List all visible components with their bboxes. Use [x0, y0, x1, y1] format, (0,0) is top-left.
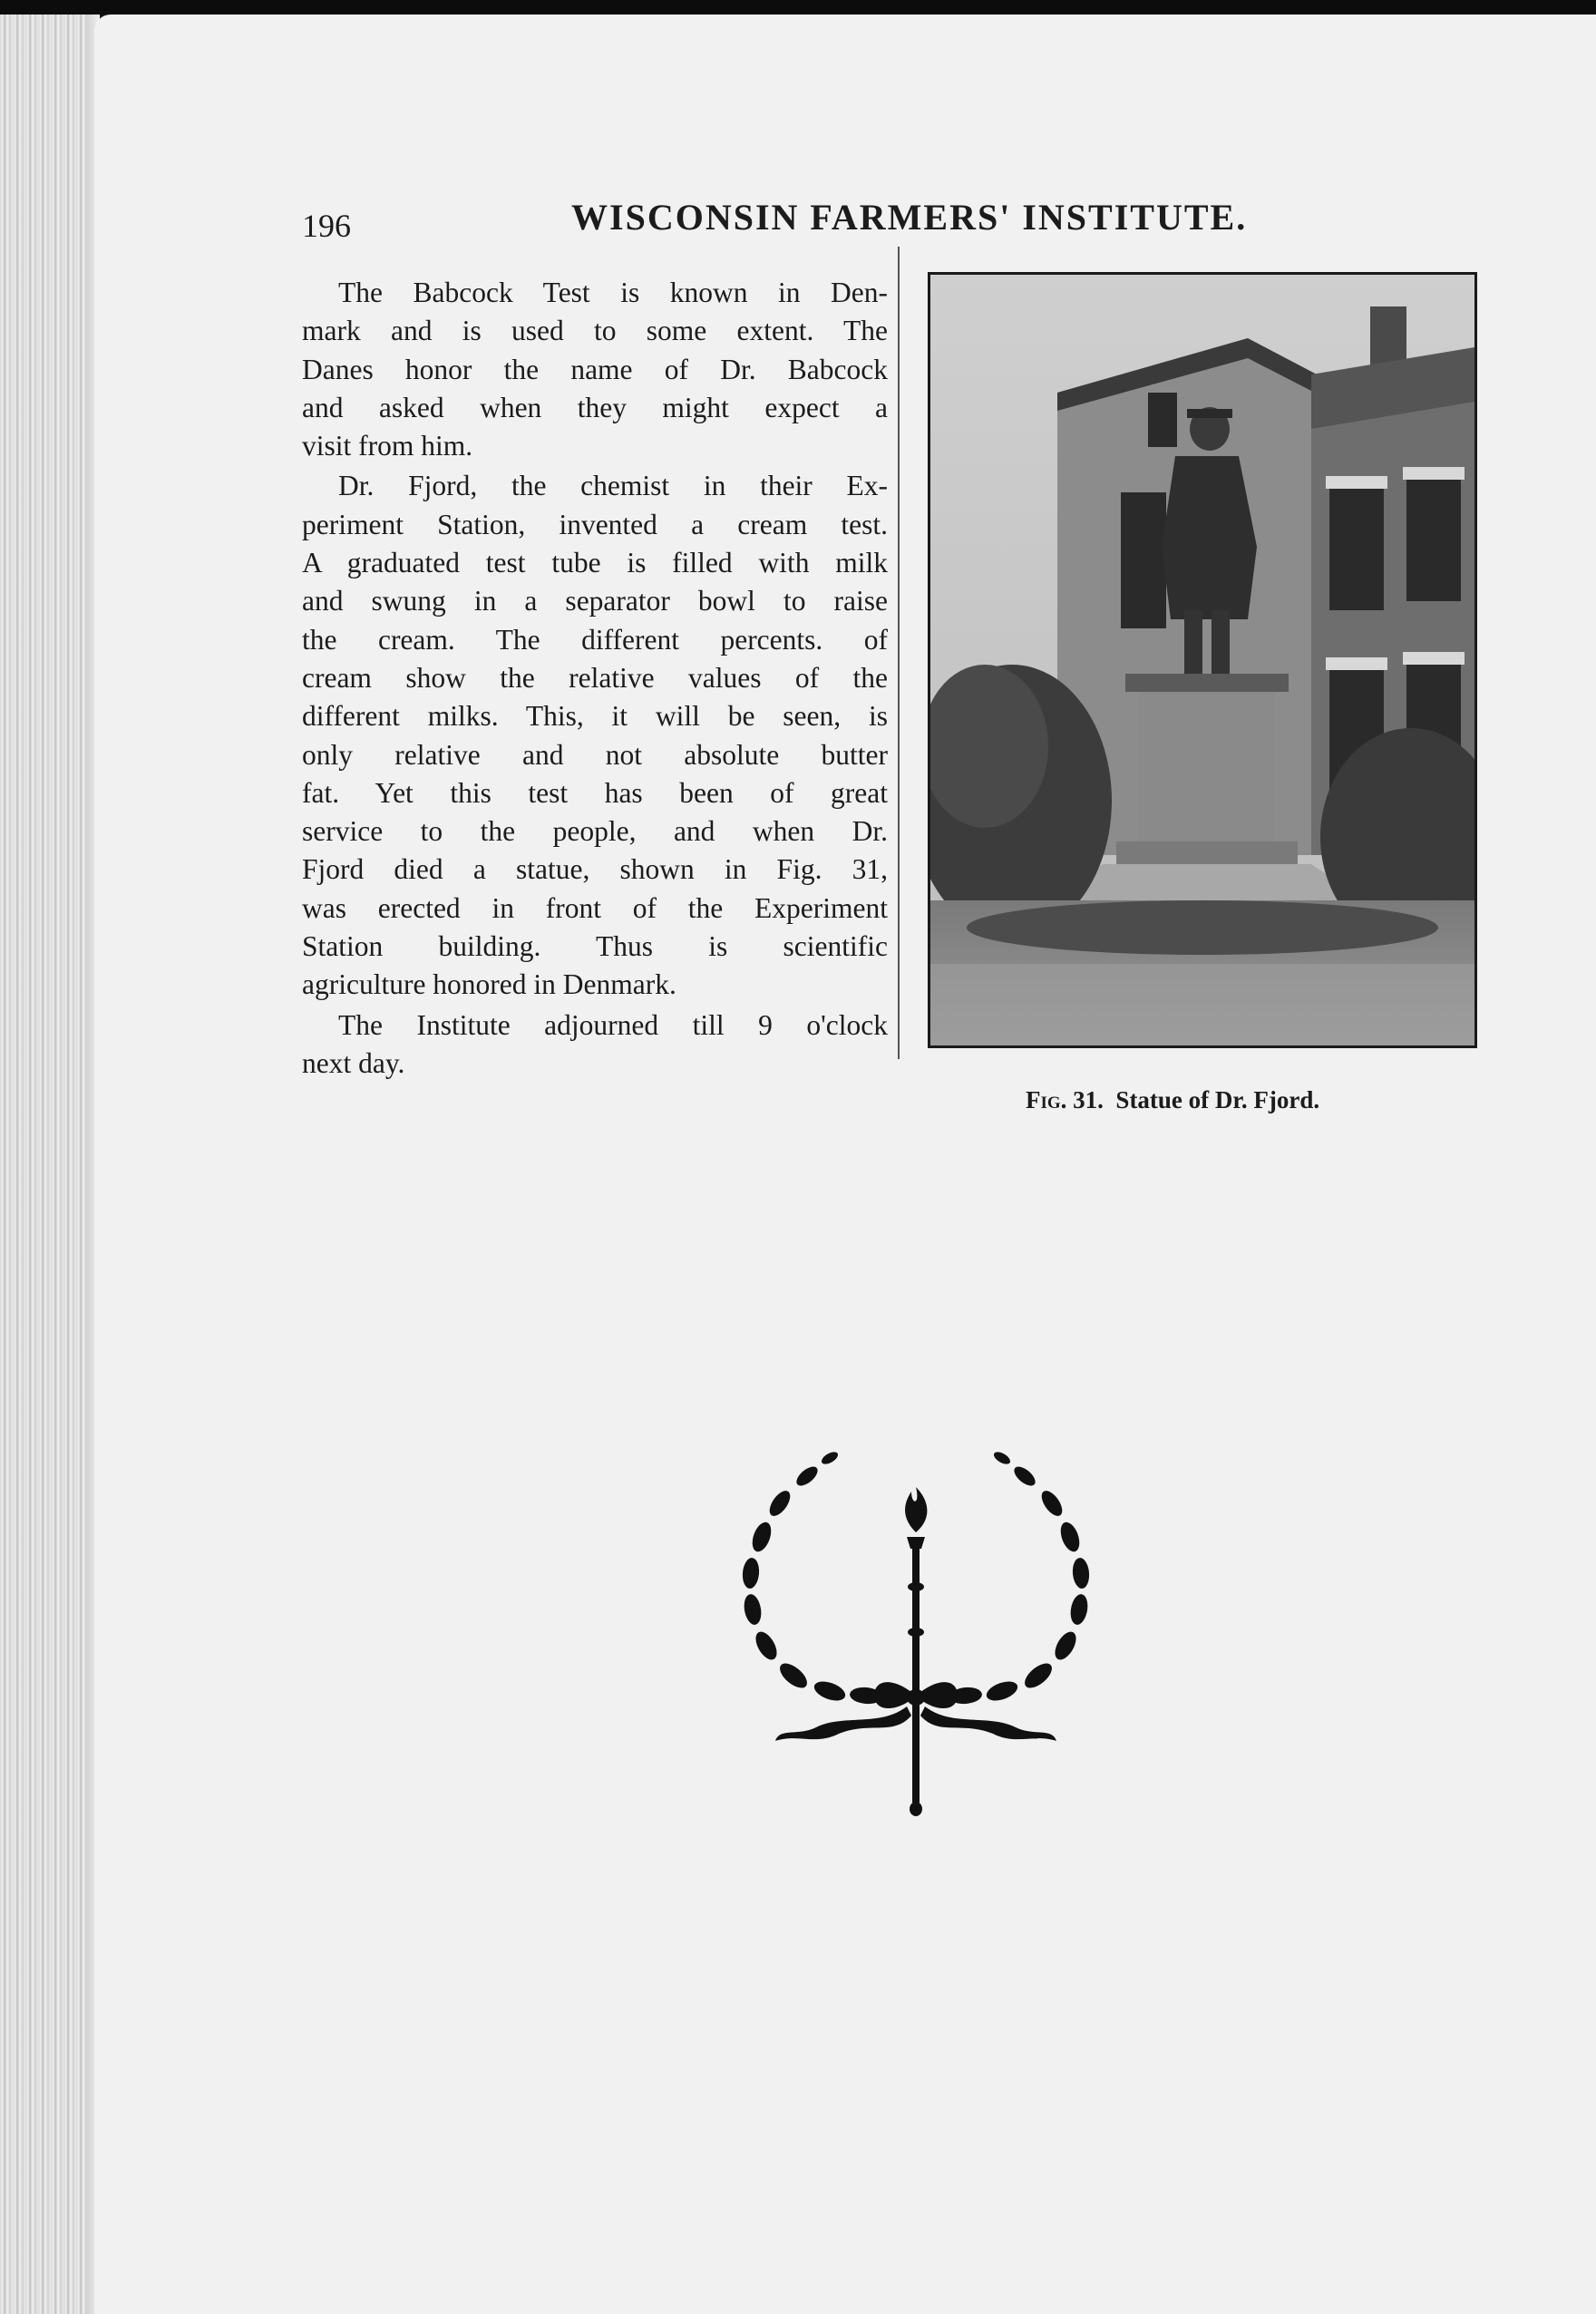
- scan-top-border: [0, 0, 1596, 15]
- running-head: WISCONSIN FARMERS' INSTITUTE.: [571, 197, 1248, 238]
- figure-statue-photo: [928, 272, 1477, 1048]
- paragraph-babcock: [302, 274, 888, 465]
- text-line: The Babcock Test is known in Den-: [338, 277, 888, 308]
- text-line: visit from him.: [302, 430, 473, 462]
- text-line: Station building. Thus is scientific: [302, 930, 888, 963]
- text-line: was erected in front of the Experiment: [302, 891, 888, 924]
- statue-photograph: [930, 275, 1474, 1045]
- text-line: Dr. Fjord, the chemist in their Ex-: [338, 470, 888, 502]
- column-divider: [898, 247, 900, 1059]
- text-line: periment Station, invented a cream test.: [302, 508, 888, 540]
- text-line: service to the people, and when Dr.: [302, 815, 888, 848]
- text-line: Fjord died a statue, shown in Fig. 31,: [302, 853, 888, 886]
- paragraph-adjourned: [302, 1006, 888, 1084]
- text-line: A graduated test tube is filled with milk: [302, 547, 888, 579]
- page-number: 196: [302, 208, 351, 244]
- text-line: only relative and not absolute butter: [302, 738, 888, 771]
- body-text-column: [302, 274, 888, 1083]
- figure-label: Fig. 31.: [1026, 1086, 1104, 1113]
- text-line: next day.: [302, 1046, 405, 1079]
- figure-caption-text: Statue of Dr. Fjord.: [1115, 1086, 1320, 1113]
- text-line: the cream. The different percents. of: [302, 623, 888, 656]
- text-line: cream show the relative values of the: [302, 661, 888, 694]
- text-line: fat. Yet this test has been of great: [302, 776, 888, 809]
- text-line: Danes honor the name of Dr. Babcock: [302, 353, 888, 385]
- text-line: mark and is used to some extent. The: [302, 315, 888, 347]
- paragraph-fjord: [302, 467, 888, 1004]
- text-line: different milks. This, it will be seen, is: [302, 700, 888, 733]
- text-line: The Institute adjourned till 9 o'clock: [338, 1008, 888, 1041]
- text-line: and swung in a separator bowl to raise: [302, 585, 888, 617]
- laurel-torch-ornament-icon: [725, 1451, 1106, 1823]
- book-page-edges: [0, 15, 100, 2314]
- figure-caption: [1026, 1086, 1319, 1114]
- text-line: agriculture honored in Denmark.: [302, 968, 676, 1001]
- text-line: and asked when they might expect a: [302, 391, 888, 423]
